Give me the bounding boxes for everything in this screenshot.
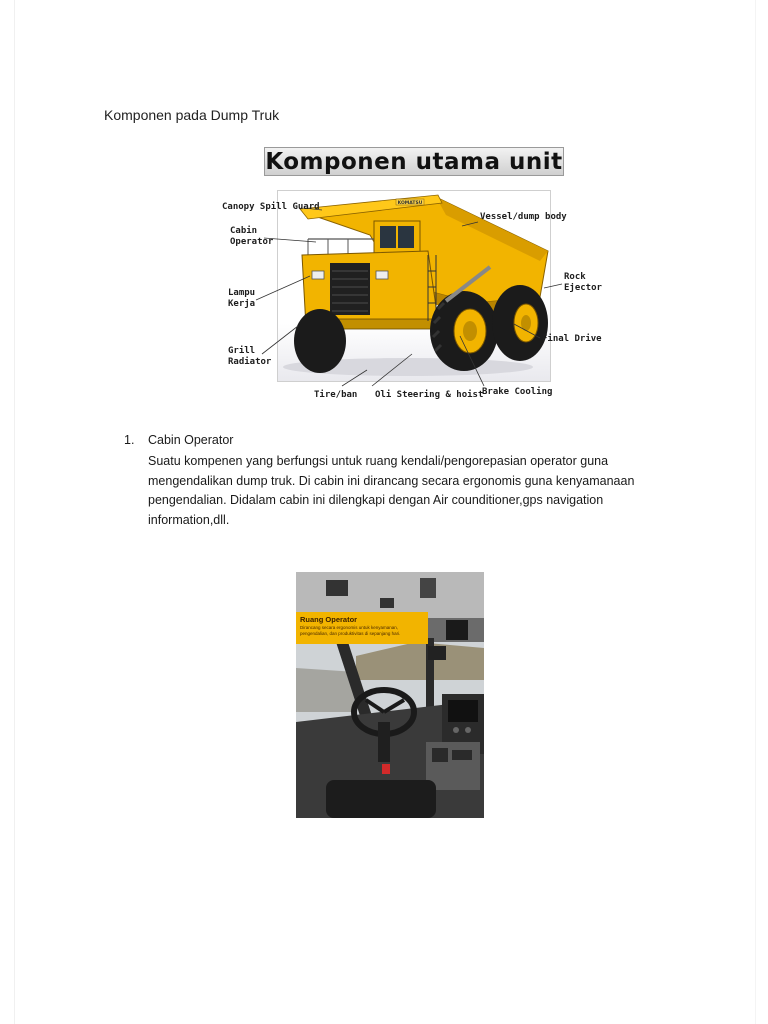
diagram-banner: Komponen utama unit	[265, 148, 563, 175]
truck-diagram	[222, 186, 602, 406]
cabin-operator-photo	[296, 572, 484, 818]
label-rock-ejector: Rock Ejector	[564, 272, 602, 293]
label-canopy-spill-guard: Canopy Spill Guard	[222, 202, 320, 212]
cabin-caption-subtitle: Dirancang secara ergonomis untuk kenyamanan, pengendalian, dan produktivitas di sepanjang hari.	[300, 625, 401, 636]
document-title: Komponen pada Dump Truk	[104, 107, 280, 123]
list-item-number: 1.	[124, 433, 135, 447]
label-cabin-operator: Cabin Operator	[230, 226, 274, 247]
label-vessel-dump-body: Vessel/dump body	[480, 212, 567, 222]
truck-brand: KOMATSU	[397, 201, 423, 206]
cabin-interior-illustration	[296, 572, 484, 818]
label-brake-cooling: Brake Cooling	[482, 387, 553, 397]
label-tire-ban: Tire/ban	[314, 390, 358, 400]
cabin-caption-title: Ruang Operator	[300, 615, 358, 624]
label-final-drive: Final Drive	[542, 334, 602, 344]
list-item-heading: Cabin Operator	[148, 433, 234, 447]
label-lampu-kerja: Lampu Kerja	[228, 288, 256, 309]
label-grill-radiator: Grill Radiator	[228, 346, 272, 367]
list-item-body: Suatu kompenen yang berfungsi untuk ruang kendali/pengorepasian operator guna mengendalikan dump truk. Di cabin ini dirancang secara ergonomis guna kenyamanaan pengendalian. Didalam cabin ini dilengkapi dengan Air counditioner,gps navigation information,dll.	[148, 454, 635, 527]
cabin-caption-box	[296, 612, 428, 644]
label-oli-steering-hoist: Oli Steering & hoist	[375, 390, 484, 400]
